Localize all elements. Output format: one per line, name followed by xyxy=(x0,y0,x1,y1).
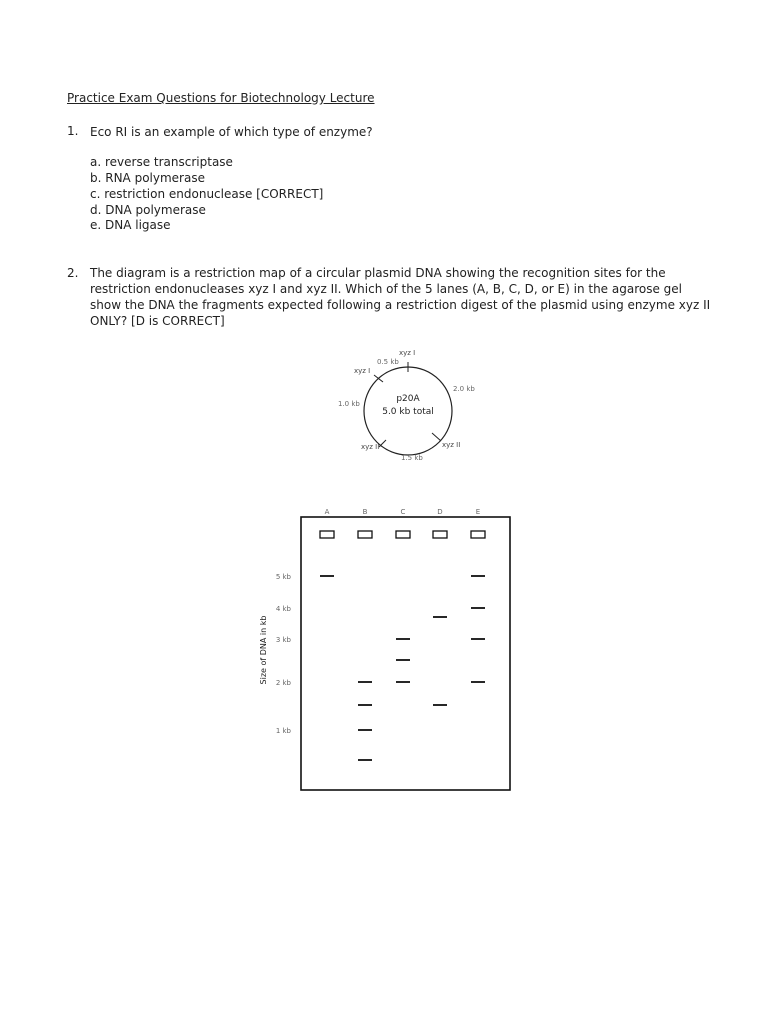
lane-label-d: D xyxy=(437,508,443,516)
question-1-number: 1. xyxy=(67,124,79,138)
segment-label-right: 2.0 kb xyxy=(453,385,475,393)
question-2-line-2: restriction endonucleases xyz I and xyz II. Which of the 5 lanes (A, B, C, D, or E) in the agarose gel xyxy=(90,282,682,296)
gel-frame xyxy=(301,517,510,790)
size-marker-1: 5 kb xyxy=(275,573,291,581)
question-1-text: Eco RI is an example of which type of enzyme? xyxy=(90,125,373,139)
q1-option-e: e. DNA ligase xyxy=(90,218,171,232)
well-d xyxy=(433,531,447,538)
segment-label-top: 0.5 kb xyxy=(377,358,399,366)
question-2-line-1: The diagram is a restriction map of a circular plasmid DNA showing the recognition sites for the xyxy=(90,266,666,280)
q1-option-c: c. restriction endonuclease [CORRECT] xyxy=(90,187,324,201)
q1-option-a: a. reverse transcriptase xyxy=(90,155,233,169)
q1-option-b: b. RNA polymerase xyxy=(90,171,205,185)
lane-label-a: A xyxy=(324,508,330,516)
q1-option-d: d. DNA polymerase xyxy=(90,203,206,217)
question-2-number: 2. xyxy=(67,266,79,280)
site-label-upper-left: xyz I xyxy=(354,367,371,375)
lane-label-c: C xyxy=(400,508,406,516)
size-marker-2: 4 kb xyxy=(275,605,291,613)
well-a xyxy=(320,531,334,538)
well-c xyxy=(396,531,410,538)
plasmid-total-size: 5.0 kb total xyxy=(382,407,434,417)
well-b xyxy=(358,531,372,538)
document-title: Practice Exam Questions for Biotechnology Lecture xyxy=(67,91,375,105)
segment-label-bottom: 1.5 kb xyxy=(401,454,423,462)
question-2-line-3: show the DNA the fragments expected following a restriction digest of the plasmid using enzyme xyz II xyxy=(90,298,711,312)
lane-label-e: E xyxy=(475,508,481,516)
gel-y-axis-label: Size of DNA in kb xyxy=(259,615,268,685)
question-2-line-4: ONLY? [D is CORRECT] xyxy=(90,314,225,328)
site-label-lower-right: xyz II xyxy=(442,441,461,449)
lane-label-b: B xyxy=(362,508,368,516)
plasmid-name: p20A xyxy=(396,394,420,404)
size-marker-4: 2 kb xyxy=(275,679,291,687)
size-marker-5: 1 kb xyxy=(275,727,291,735)
well-e xyxy=(471,531,485,538)
site-label-top: xyz I xyxy=(399,349,416,357)
site-label-lower-left: xyz II xyxy=(361,443,380,451)
segment-label-left: 1.0 kb xyxy=(338,400,360,408)
size-marker-3: 3 kb xyxy=(275,636,291,644)
